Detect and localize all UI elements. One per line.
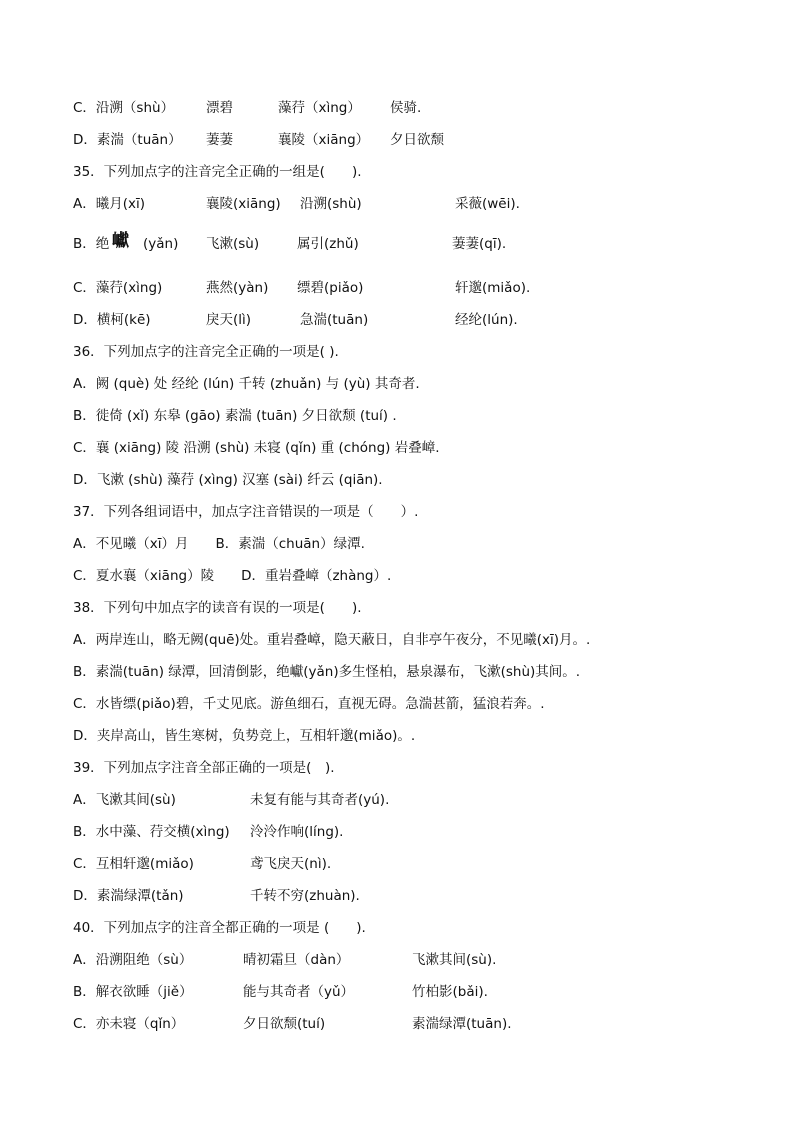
question-38 <box>0 596 800 620</box>
option-line <box>0 468 800 492</box>
option-c-item-1: C．互相轩邈(miǎo) <box>73 856 194 872</box>
option-line <box>0 820 800 844</box>
option-c-item-4: 轩邈(miǎo). <box>455 280 531 296</box>
option-b-item-2: 飞漱(sù) <box>206 236 260 252</box>
option-line <box>0 436 800 460</box>
option-c-item-4: 侯骑. <box>390 100 422 116</box>
option-a: A．两岸连山，略无阙(quē)处。重岩叠嶂，隐天蔽日，自非亭午夜分，不见曦(xī)月。. <box>73 632 591 648</box>
option-d-item-2: 萋萋 <box>206 132 233 148</box>
option-line <box>0 128 800 152</box>
enlarged-character: 巘 <box>112 231 129 251</box>
option-line <box>0 308 800 332</box>
option-b-item-1: B．解衣欲睡（jiě） <box>73 984 193 1000</box>
question-37 <box>0 500 800 524</box>
option-b-item-3: 属引(zhǔ) <box>297 236 359 252</box>
option-c-item-1: C．藻荇(xìng) <box>73 280 163 296</box>
option-d: D．飞漱 (shù) 藻荇 (xìng) 汉塞 (sài) 纤云 (qiān). <box>73 472 383 488</box>
question-36 <box>0 340 800 364</box>
option-c: C．水皆缥(piǎo)碧，千丈见底。游鱼细石，直视无碍。急湍甚箭，猛浪若奔。. <box>73 696 545 712</box>
option-a-item-3: 飞漱其间(sù). <box>412 952 497 968</box>
option-line <box>0 96 800 120</box>
question-text: 40．下列加点字的注音全都正确的一项是 ( ). <box>73 920 366 936</box>
option-b: B．徙倚 (xǐ) 东皋 (gāo) 素湍 (tuān) 夕日欲颓 (tuí) . <box>73 408 397 424</box>
option-c-item-2: 鸢飞戾天(nì). <box>250 856 332 872</box>
option-a-item-1: A．曦月(xī) <box>73 196 146 212</box>
option-d-item-2: 千转不穷(zhuàn). <box>250 888 360 904</box>
option-line <box>0 1012 800 1036</box>
option-a-item-2: 襄陵(xiāng) <box>206 196 281 212</box>
option-c-item-2: 漂碧 <box>206 100 233 116</box>
option-line <box>0 532 800 556</box>
option-b-item-3: 竹柏影(bǎi). <box>412 984 488 1000</box>
question-40 <box>0 916 800 940</box>
question-text: 38．下列句中加点字的读音有误的一项是( ). <box>73 600 362 616</box>
option-b-item-4: 萋萋(qī). <box>452 236 507 252</box>
option-line <box>0 564 800 588</box>
option-d-item-4: 经纶(lún). <box>455 312 518 328</box>
option-c-item-1: C．亦未寝（qǐn） <box>73 1016 185 1032</box>
option-line <box>0 852 800 876</box>
option-line <box>0 724 800 748</box>
option-d-item-3: 襄陵（xiāng） <box>278 132 370 148</box>
question-text: 36．下列加点字的注音完全正确的一项是( ). <box>73 344 339 360</box>
option-d: D．夹岸高山，皆生寒树，负势竞上，互相轩邈(miǎo)。. <box>73 728 416 744</box>
option-line <box>0 692 800 716</box>
option-d-item-4: 夕日欲颓 <box>390 132 444 148</box>
option-a-item-1: A．飞漱其间(sù) <box>73 792 176 808</box>
option-line <box>0 948 800 972</box>
option-b-item-1-pinyin: (yǎn) <box>143 236 179 252</box>
option-d-item-1: D．横柯(kē) <box>73 312 151 328</box>
option-line <box>0 192 800 216</box>
option-c-item-2: 燕然(yàn) <box>206 280 269 296</box>
option-line <box>0 884 800 908</box>
option-a-b: A．不见曦（xī）月 B．素湍（chuān）绿潭. <box>73 536 365 552</box>
option-a-item-1: A．沿溯阻绝（sù） <box>73 952 193 968</box>
option-c-item-3: 素湍绿潭(tuān). <box>412 1016 512 1032</box>
option-a-item-2: 晴初霜旦（dàn） <box>243 952 350 968</box>
option-line <box>0 404 800 428</box>
option-d-item-1: D．素湍（tuān） <box>73 132 182 148</box>
option-c-item-3: 缥碧(piǎo) <box>297 280 364 296</box>
option-c: C．襄 (xiāng) 陵 沿溯 (shù) 未寝 (qǐn) 重 (chóng) 岩叠嶂. <box>73 440 440 456</box>
option-line <box>0 372 800 396</box>
option-c-d: C．夏水襄（xiāng）陵 D．重岩叠嶂（zhàng）. <box>73 568 392 584</box>
option-b-item-1: B．水中藻、荇交横(xìng) <box>73 824 230 840</box>
option-d-item-2: 戾天(lì) <box>206 312 252 328</box>
option-line <box>0 980 800 1004</box>
question-35 <box>0 160 800 184</box>
option-d-item-3: 急湍(tuān) <box>300 312 369 328</box>
option-a-item-3: 沿溯(shù) <box>300 196 362 212</box>
question-text: 39．下列加点字注音全部正确的一项是( ). <box>73 760 335 776</box>
question-39 <box>0 756 800 780</box>
option-c-item-2: 夕日欲颓(tuí) <box>243 1016 326 1032</box>
option-line <box>0 276 800 300</box>
option-c-item-3: 藻荇（xìng） <box>278 100 361 116</box>
question-text: 37．下列各组词语中，加点字注音错误的一项是（ ）. <box>73 504 419 520</box>
option-b-item-1: B．绝 <box>73 236 110 252</box>
option-line <box>0 788 800 812</box>
option-b-item-2: 能与其奇者（yǔ） <box>243 984 355 1000</box>
option-a: A．阙 (què) 处 经纶 (lún) 千转 (zhuǎn) 与 (yù) 其奇者. <box>73 376 420 392</box>
option-a-item-4: 采薇(wēi). <box>455 196 520 212</box>
option-line <box>0 628 800 652</box>
option-line <box>0 660 800 684</box>
option-a-item-2: 未复有能与其奇者(yú). <box>250 792 390 808</box>
option-b: B．素湍(tuān) 绿潭，回清倒影，绝巘(yǎn)多生怪柏，悬泉瀑布，飞漱(shù)其间。. <box>73 664 581 680</box>
option-d-item-1: D．素湍绿潭(tǎn) <box>73 888 184 904</box>
option-b-item-2: 泠泠作响(líng). <box>250 824 344 840</box>
question-text: 35．下列加点字的注音完全正确的一组是( ). <box>73 164 362 180</box>
option-c-item-1: C．沿溯（shù） <box>73 100 175 116</box>
